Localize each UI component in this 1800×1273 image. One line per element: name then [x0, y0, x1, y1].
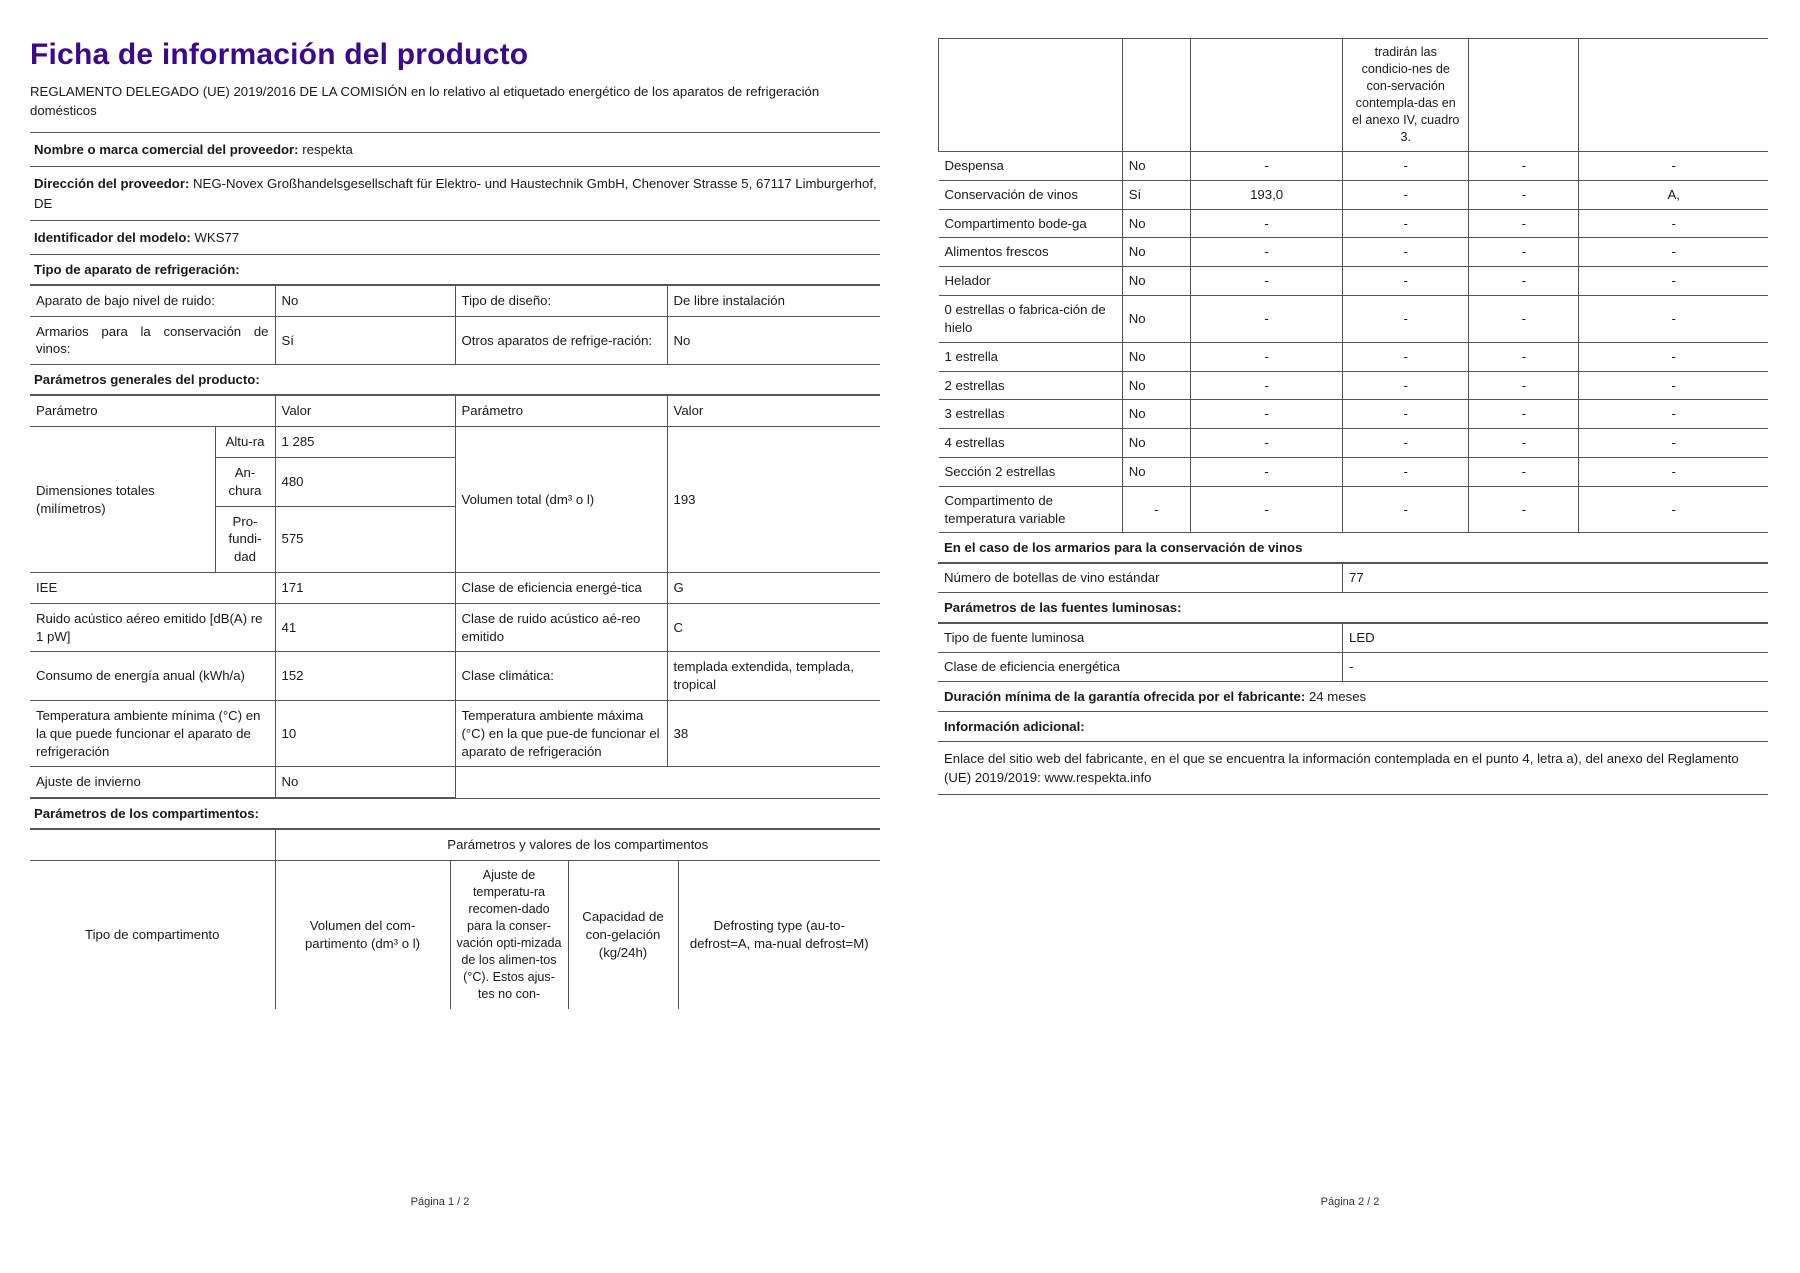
- table-header-row: [30, 396, 880, 427]
- compartment-temp-header: Ajuste de temperatu-ra recomen-dado para la conser-vación opti-mizada de los alimen-tos (°C). Estos ajus-tes no con-: [450, 861, 568, 1010]
- compartment-name: 2 estrellas: [939, 371, 1123, 400]
- additional-info-heading: Información adicional:: [938, 712, 1768, 742]
- address-row: [30, 167, 880, 220]
- compartment-capacity: -: [1469, 457, 1579, 486]
- supplier-value: respekta: [302, 142, 353, 158]
- wine-bottles-table: [938, 563, 1768, 593]
- compartment-name: 4 estrellas: [939, 429, 1123, 458]
- total-volume-value: 193: [667, 427, 880, 573]
- general-params-heading: Parámetros generales del producto:: [30, 365, 880, 395]
- other-appliances-value: No: [667, 316, 880, 365]
- climate-class-label: Clase climática:: [455, 652, 667, 701]
- compartment-defrost-header: Defrosting type (au-to-defrost=A, ma-nual defrost=M): [678, 861, 880, 1010]
- noise-label: Ruido acústico aéreo emitido [dB(A) re 1 pW]: [30, 603, 275, 652]
- address-label: Dirección del proveedor:: [34, 176, 190, 192]
- bottles-value: 77: [1342, 564, 1768, 593]
- wine-storage-label: Armarios para la conservación de vinos:: [30, 316, 275, 365]
- table-row: [939, 152, 1769, 181]
- compartment-name: 0 estrellas o fabrica-ción de hielo: [939, 296, 1123, 343]
- compartment-volume: -: [1190, 296, 1342, 343]
- page-title: Ficha de información del producto: [30, 38, 529, 71]
- model-row: [30, 221, 880, 255]
- compartment-name: Despensa: [939, 152, 1123, 181]
- compartment-capacity: -: [1469, 371, 1579, 400]
- header-value-2: Valor: [667, 396, 880, 427]
- energy-class-value: G: [667, 572, 880, 603]
- compartment-present: Sí: [1122, 180, 1190, 209]
- header-value-1: Valor: [275, 396, 455, 427]
- regulation-text: REGLAMENTO DELEGADO (UE) 2019/2016 DE LA COMISIÓN en lo relativo al etiquetado energético de los aparatos de refrigeración domésticos: [30, 82, 880, 133]
- table-row: [30, 572, 880, 603]
- compartment-present: No: [1122, 152, 1190, 181]
- light-source-heading: Parámetros de las fuentes luminosas:: [938, 593, 1768, 623]
- winter-setting-value: No: [275, 767, 455, 798]
- website-url[interactable]: www.respekta.info: [1044, 769, 1152, 785]
- warranty-value: 24 meses: [1308, 688, 1367, 704]
- max-temp-value: 38: [667, 701, 880, 767]
- compartment-temp-header-continued: tradirán las condicio-nes de con-servación contempla-das en el anexo IV, cuadro 3.: [1343, 39, 1469, 152]
- compartment-continuation-table: [938, 38, 1768, 533]
- compartment-defrost: -: [1579, 457, 1768, 486]
- compartment-temp: -: [1343, 267, 1469, 296]
- appliance-type-heading: Tipo de aparato de refrigeración:: [30, 255, 880, 285]
- compartment-temp: -: [1343, 152, 1469, 181]
- noise-class-value: C: [667, 603, 880, 652]
- footer-page-1: Página 1 / 2: [410, 1196, 470, 1208]
- compartment-volume: -: [1190, 400, 1342, 429]
- compartment-temp: -: [1343, 457, 1469, 486]
- compartment-volume: -: [1190, 342, 1342, 371]
- iee-value: 171: [275, 572, 455, 603]
- light-class-label: Clase de eficiencia energética: [938, 653, 1342, 682]
- compartment-capacity: -: [1469, 429, 1579, 458]
- max-temp-label: Temperatura ambiente máxima (°C) en la que pue-de funcionar el aparato de refrigeración: [455, 701, 667, 767]
- bottles-label: Número de botellas de vino estándar: [938, 564, 1342, 593]
- table-row: [938, 624, 1768, 653]
- compartment-present: No: [1122, 429, 1190, 458]
- table-row: [30, 603, 880, 652]
- model-value: WKS77: [194, 229, 240, 245]
- table-row: [30, 285, 880, 316]
- winter-setting-label: Ajuste de invierno: [30, 767, 275, 798]
- other-appliances-label: Otros aparatos de refrige-ración:: [455, 316, 667, 365]
- min-temp-label: Temperatura ambiente mínima (°C) en la que puede funcionar el aparato de refrigeración: [30, 701, 275, 767]
- compartment-defrost: -: [1579, 486, 1768, 533]
- table-row: [939, 238, 1769, 267]
- compartment-capacity: -: [1469, 180, 1579, 209]
- warranty-label: Duración mínima de la garantía ofrecida por el fabricante:: [944, 688, 1306, 704]
- compartment-present: No: [1122, 400, 1190, 429]
- compartment-capacity: -: [1469, 209, 1579, 238]
- table-row: [939, 486, 1769, 533]
- footer-page-2: Página 2 / 2: [1320, 1196, 1380, 1208]
- compartment-temp: -: [1343, 486, 1469, 533]
- wine-storage-value: Sí: [275, 316, 455, 365]
- compartment-name: Compartimento de temperatura variable: [939, 486, 1123, 533]
- compartment-present: No: [1122, 267, 1190, 296]
- compartment-defrost: -: [1579, 400, 1768, 429]
- noise-class-label: Clase de ruido acústico aé-reo emitido: [455, 603, 667, 652]
- total-volume-label: Volumen total (dm³ o l): [455, 427, 667, 573]
- wine-section-heading: En el caso de los armarios para la conservación de vinos: [938, 533, 1768, 563]
- compartment-capacity: -: [1469, 267, 1579, 296]
- compartment-capacity: -: [1469, 152, 1579, 181]
- compartment-volume: -: [1190, 486, 1342, 533]
- compartment-defrost: -: [1579, 296, 1768, 343]
- compartment-capacity: -: [1469, 238, 1579, 267]
- compartment-present: No: [1122, 209, 1190, 238]
- compartment-volume-header: Volumen del com-partimento (dm³ o l): [275, 861, 450, 1010]
- table-row: [30, 701, 880, 767]
- width-value: 480: [275, 457, 455, 506]
- table-row: [30, 652, 880, 701]
- table-row: [30, 316, 880, 365]
- compartment-name: Helador: [939, 267, 1123, 296]
- compartment-temp: -: [1343, 238, 1469, 267]
- compartment-present: No: [1122, 342, 1190, 371]
- light-class-value: -: [1342, 653, 1768, 682]
- compartment-volume: -: [1190, 238, 1342, 267]
- compartment-defrost: A,: [1579, 180, 1768, 209]
- table-row: [939, 209, 1769, 238]
- compartment-name: Conservación de vinos: [939, 180, 1123, 209]
- supplier-label: Nombre o marca comercial del proveedor:: [34, 142, 299, 158]
- compartment-present: -: [1122, 486, 1190, 533]
- table-row: [939, 39, 1769, 152]
- compartment-temp: -: [1343, 209, 1469, 238]
- compartment-capacity: -: [1469, 400, 1579, 429]
- height-label: Altu-ra: [215, 427, 275, 458]
- table-header-row: [30, 861, 880, 1010]
- table-row: [30, 427, 880, 458]
- compartment-present: No: [1122, 371, 1190, 400]
- page-1-column: [30, 38, 880, 1009]
- compartment-volume: -: [1190, 267, 1342, 296]
- compartment-temp: -: [1343, 429, 1469, 458]
- depth-value: 575: [275, 506, 455, 572]
- light-type-value: LED: [1342, 624, 1768, 653]
- compartment-name: Sección 2 estrellas: [939, 457, 1123, 486]
- compartment-defrost: -: [1579, 267, 1768, 296]
- design-type-value: De libre instalación: [667, 285, 880, 316]
- iee-label: IEE: [30, 572, 275, 603]
- width-label: An-chura: [215, 457, 275, 506]
- page-2-column: [938, 38, 1768, 795]
- table-row: [939, 267, 1769, 296]
- table-row: [939, 180, 1769, 209]
- table-row: [938, 653, 1768, 682]
- table-row: [938, 564, 1768, 593]
- compartment-name: Alimentos frescos: [939, 238, 1123, 267]
- table-row: [30, 767, 880, 798]
- address-value: NEG-Novex Großhandelsgesellschaft für Elektro- und Haustechnik GmbH, Chenover Strasse 5, 67117 Limburgerhof, DE: [34, 176, 877, 211]
- compartment-volume: -: [1190, 371, 1342, 400]
- compartment-table-title: Parámetros y valores de los compartimentos: [275, 830, 880, 861]
- compartment-volume: -: [1190, 209, 1342, 238]
- table-row: [939, 296, 1769, 343]
- compartment-volume: -: [1190, 429, 1342, 458]
- noise-value: 41: [275, 603, 455, 652]
- compartment-temp: -: [1343, 180, 1469, 209]
- depth-label: Pro-fundi-dad: [215, 506, 275, 572]
- table-row: [939, 371, 1769, 400]
- compartment-present: No: [1122, 457, 1190, 486]
- website-text: Enlace del sitio web del fabricante, en el que se encuentra la información contemplada en el punto 4, letra a), del anexo del Reglamento (UE) 2019/2019:: [944, 750, 1739, 785]
- height-value: 1 285: [275, 427, 455, 458]
- general-params-table: [30, 395, 880, 798]
- compartment-defrost: -: [1579, 429, 1768, 458]
- compartment-volume: 193,0: [1190, 180, 1342, 209]
- compartment-defrost: -: [1579, 152, 1768, 181]
- low-noise-value: No: [275, 285, 455, 316]
- compartment-capacity: -: [1469, 342, 1579, 371]
- compartment-name: 3 estrellas: [939, 400, 1123, 429]
- table-row: [30, 830, 880, 861]
- min-temp-value: 10: [275, 701, 455, 767]
- compartment-capacity-header: Capacidad de con-gelación (kg/24h): [568, 861, 678, 1010]
- table-row: [939, 429, 1769, 458]
- low-noise-label: Aparato de bajo nivel de ruido:: [30, 285, 275, 316]
- compartment-volume: -: [1190, 152, 1342, 181]
- design-type-label: Tipo de diseño:: [455, 285, 667, 316]
- compartment-temp: -: [1343, 400, 1469, 429]
- compartment-present: No: [1122, 238, 1190, 267]
- header-param-2: Parámetro: [455, 396, 667, 427]
- website-row: [938, 742, 1768, 795]
- compartment-defrost: -: [1579, 342, 1768, 371]
- compartment-header-table: [30, 829, 880, 1009]
- light-type-label: Tipo de fuente luminosa: [938, 624, 1342, 653]
- compartment-type-header: Tipo de compartimento: [30, 861, 275, 1010]
- compartment-defrost: -: [1579, 238, 1768, 267]
- climate-class-value: templada extendida, templada, tropical: [667, 652, 880, 701]
- compartment-defrost: -: [1579, 371, 1768, 400]
- dimensions-label: Dimensiones totales (milímetros): [30, 427, 215, 573]
- compartment-capacity: -: [1469, 486, 1579, 533]
- compartment-params-heading: Parámetros de los compartimentos:: [30, 798, 880, 829]
- table-row: [939, 342, 1769, 371]
- header-param-1: Parámetro: [30, 396, 275, 427]
- supplier-row: [30, 133, 880, 167]
- table-row: [939, 457, 1769, 486]
- energy-consumption-value: 152: [275, 652, 455, 701]
- compartment-name: Compartimento bode-ga: [939, 209, 1123, 238]
- compartment-temp: -: [1343, 342, 1469, 371]
- energy-class-label: Clase de eficiencia energé-tica: [455, 572, 667, 603]
- compartment-temp: -: [1343, 296, 1469, 343]
- compartment-present: No: [1122, 296, 1190, 343]
- compartment-volume: -: [1190, 457, 1342, 486]
- compartment-defrost: -: [1579, 209, 1768, 238]
- compartment-temp: -: [1343, 371, 1469, 400]
- compartment-name: 1 estrella: [939, 342, 1123, 371]
- light-source-table: [938, 623, 1768, 682]
- energy-consumption-label: Consumo de energía anual (kWh/a): [30, 652, 275, 701]
- warranty-row: [938, 682, 1768, 712]
- table-row: [939, 400, 1769, 429]
- appliance-type-table: [30, 285, 880, 365]
- compartment-capacity: -: [1469, 296, 1579, 343]
- model-label: Identificador del modelo:: [34, 229, 191, 245]
